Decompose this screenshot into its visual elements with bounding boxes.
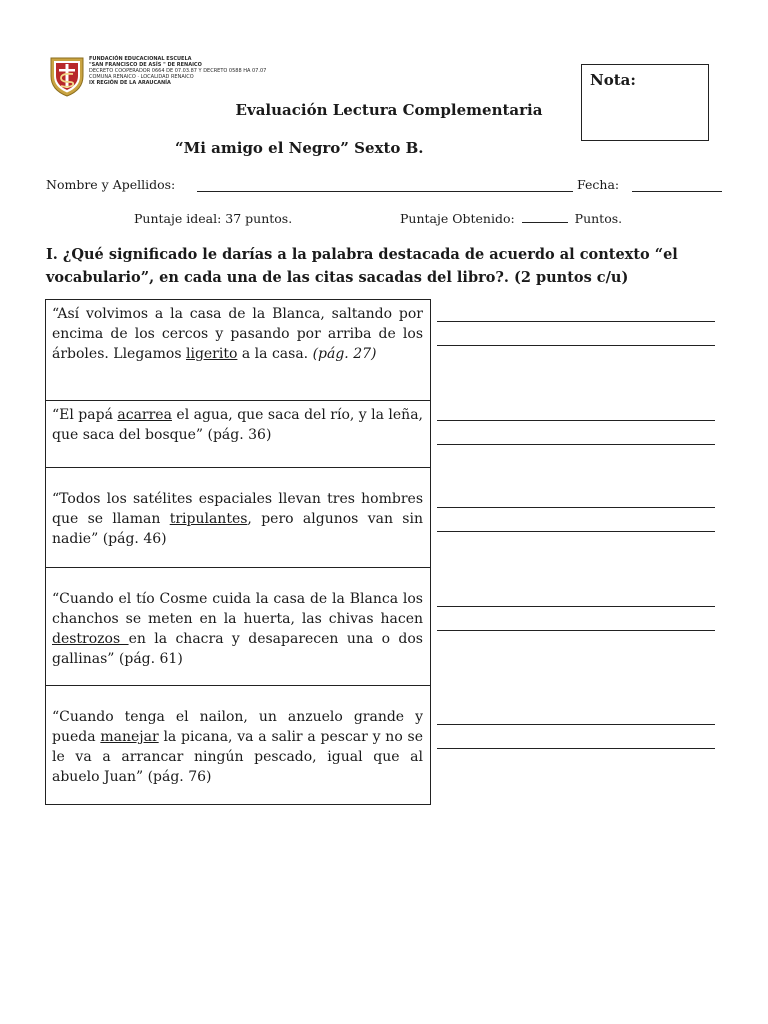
answer-line[interactable] [437,630,715,631]
school-line: DECRETO COOPERADOR 0664 DE 07.03.87 Y DECRETO 0588 HA 07.07 [89,68,267,74]
answer-line[interactable] [437,531,715,532]
date-label: Fecha: [577,177,620,192]
answer-line[interactable] [437,345,715,346]
quote-row [46,686,430,805]
answer-line[interactable] [437,444,715,445]
quote-text: a la casa. [237,346,313,362]
school-line: COMUNA RENAICO · LOCALIDAD RENAICO [89,74,194,80]
grade-label: Nota: [590,71,636,89]
school-line: "SAN FRANCISCO DE ASÍS " DE RENAICO [89,62,202,68]
quote-text: “Así volvimos a la casa de la Blanca, saltando por encima de los cercos y pasando por arriba de los árboles. Llegamos [52,306,423,362]
name-field[interactable] [197,191,573,192]
obtained-score-label: Puntaje Obtenido: [400,211,515,226]
answer-line[interactable] [437,606,715,607]
obtained-score-field[interactable] [522,212,568,223]
answer-line[interactable] [437,748,715,749]
quote-text: la picana, va a salir a pescar y no se le va a arrancar ningún pescado, igual que al abuelo Juan” (pág. 76) [52,729,423,785]
school-line: IX REGIÓN DE LA ARAUCANÍA [89,80,171,86]
obtained-score [400,211,622,226]
date-field[interactable] [632,191,722,192]
quote-text: en la chacra y desaparecen una o dos gallinas” (pág. 61) [52,631,423,667]
highlighted-word: acarrea [117,407,172,423]
answer-line[interactable] [437,420,715,421]
highlighted-word: tripulantes [169,511,248,527]
question-heading: I. ¿Qué significado le darías a la palabra destacada de acuerdo al contexto “el vocabulario”, en cada una de las citas sacadas del libro?. (2 puntos c/u) [46,246,678,286]
highlighted-word: manejar [100,729,159,745]
quote-row [46,300,430,401]
answer-line[interactable] [437,724,715,725]
school-line: FUNDACIÓN EDUCACIONAL ESCUELA [89,56,192,62]
quote-text: , pero algunos van sin nadie” (pág. 46) [52,511,423,547]
name-label: Nombre y Apellidos: [46,177,176,192]
page-title: Evaluación Lectura Complementaria [235,101,543,119]
quote-text: “Cuando el tío Cosme cuida la casa de la Blanca los chanchos se meten en la huerta, las chivas hacen [52,591,423,627]
quote-text: “Todos los satélites espaciales llevan tres hombres que se llaman [52,491,423,527]
highlighted-word: ligerito [185,346,238,362]
obtained-score-suffix: Puntos. [574,211,623,226]
highlighted-word: destrozos [52,631,129,647]
quote-row [46,401,430,468]
page-ref: (pág. 27) [312,346,377,362]
quotes-table [45,299,431,805]
answer-line[interactable] [437,321,715,322]
ideal-score: Puntaje ideal: 37 puntos. [134,211,293,226]
quote-text: “El papá [52,407,118,423]
quote-row [46,568,430,686]
school-logo [48,54,86,98]
quote-row [46,468,430,568]
quote-text: el agua, que saca del río, y la leña, que saca del bosque” (pág. 36) [52,407,423,443]
school-info [89,56,266,86]
answer-line[interactable] [437,507,715,508]
quote-text: “Cuando tenga el nailon, un anzuelo grande y pueda [52,709,423,745]
page-subtitle: “Mi amigo el Negro” Sexto B. [175,139,424,157]
